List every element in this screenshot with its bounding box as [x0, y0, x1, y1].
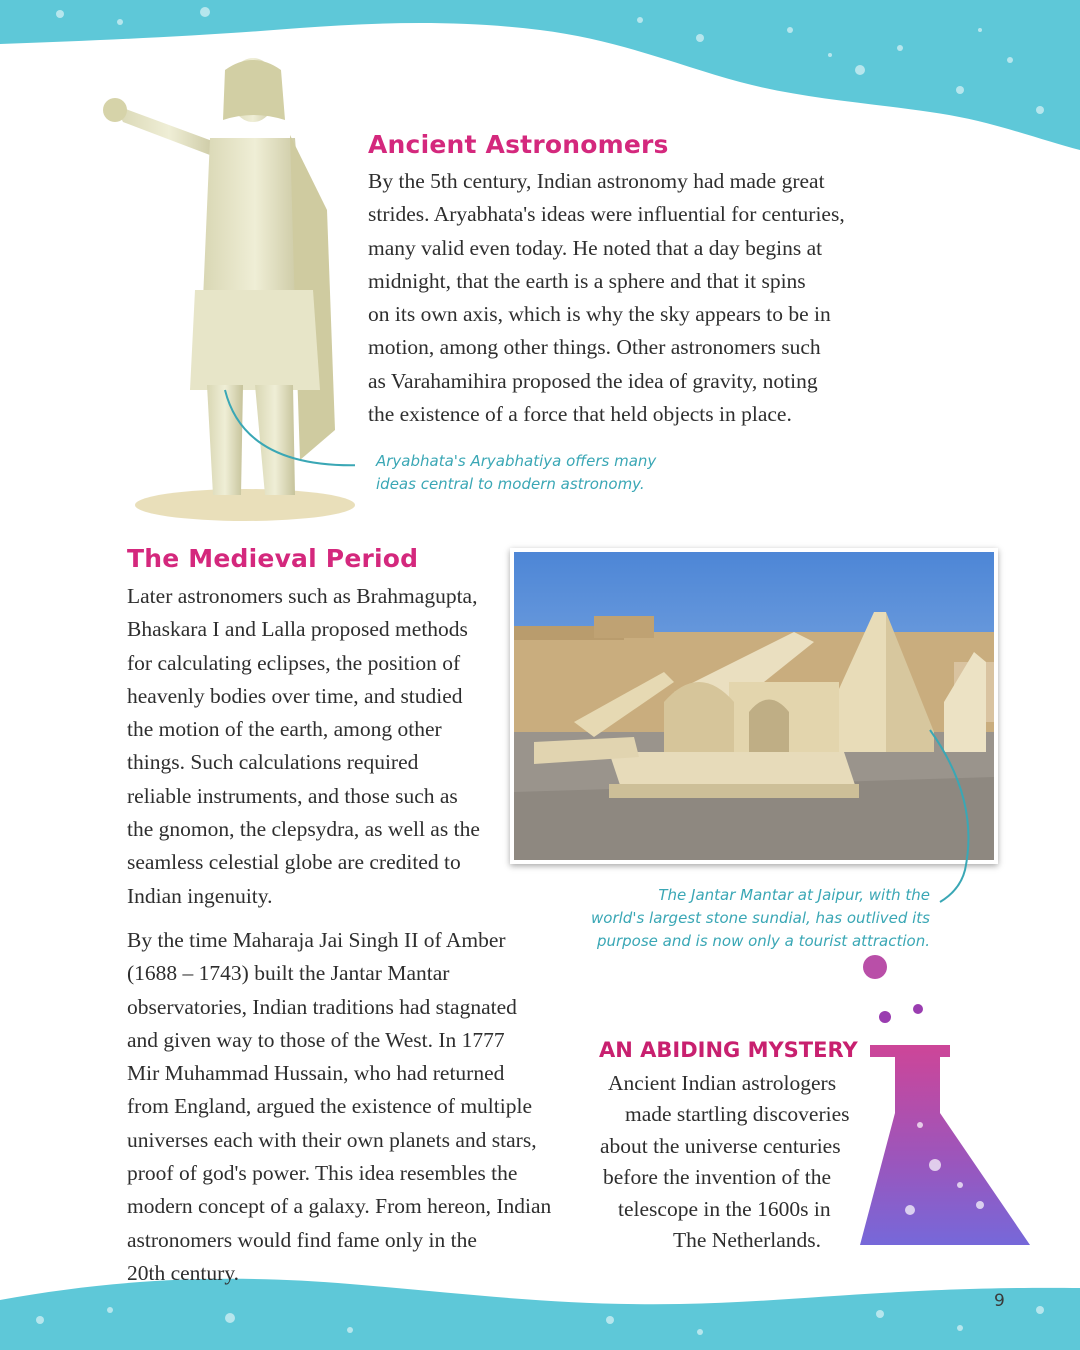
- text-line: about the universe centuries: [600, 1133, 841, 1158]
- text-line: Ancient Indian astrologers: [608, 1071, 837, 1095]
- caption-line: The Jantar Mantar at Jaipur, with the: [658, 886, 930, 904]
- section-heading-ancient-astronomers: Ancient Astronomers: [368, 130, 669, 159]
- text-line: observatories, Indian traditions had stagnated: [127, 994, 517, 1019]
- text-line: 20th century.: [127, 1260, 240, 1285]
- photo-caption-leader-line: [920, 720, 980, 910]
- text-line: Mir Muhammad Hussain, who had returned: [127, 1061, 505, 1086]
- text-line: universes each with their own planets and stars,: [127, 1127, 537, 1152]
- text-line: things. Such calculations required: [127, 750, 419, 775]
- medieval-paragraph-2: [127, 924, 567, 1290]
- text-line: telescope in the 1600s in: [618, 1196, 831, 1221]
- text-line: the motion of the earth, among other: [127, 717, 442, 742]
- text-line: from England, argued the existence of multiple: [127, 1094, 532, 1119]
- text-line: for calculating eclipses, the position of: [127, 650, 461, 675]
- caption-line: ideas central to modern astronomy.: [376, 475, 645, 493]
- text-line: By the time Maharaja Jai Singh II of Amber: [127, 928, 506, 952]
- text-line: motion, among other things. Other astronomers such: [368, 335, 821, 360]
- ancient-astronomers-paragraph: [368, 165, 868, 431]
- section-heading-medieval-period: The Medieval Period: [127, 544, 419, 573]
- text-line: before the invention of the: [603, 1165, 832, 1190]
- page-number: 9: [994, 1291, 1005, 1311]
- text-line: and given way to those of the West. In 1777: [127, 1027, 505, 1052]
- caption-line: Aryabhata's Aryabhatiya offers many: [376, 452, 657, 470]
- mystery-heading: AN ABIDING MYSTERY: [599, 1038, 858, 1062]
- text-line: astronomers would find fame only in the: [127, 1227, 477, 1252]
- mystery-paragraph: [598, 1068, 868, 1256]
- medieval-paragraph-1: [127, 580, 497, 913]
- text-line: heavenly bodies over time, and studied: [127, 683, 463, 708]
- text-line: on its own axis, which is why the sky appears to be in: [368, 302, 831, 327]
- text-line: the existence of a force that held objects in place.: [368, 402, 792, 427]
- text-line: strides. Aryabhata's ideas were influential for centuries,: [368, 202, 845, 227]
- text-line: proof of god's power. This idea resembles the: [127, 1161, 518, 1186]
- text-line: many valid even today. He noted that a day begins at: [368, 235, 823, 260]
- text-line: modern concept of a galaxy. From hereon, Indian: [127, 1194, 552, 1219]
- text-line: seamless celestial globe are credited to: [127, 850, 461, 875]
- text-line: reliable instruments, and those such as: [127, 783, 458, 808]
- statue-caption: [376, 450, 656, 496]
- text-line: midnight, that the earth is a sphere and that it spins: [368, 268, 806, 293]
- text-line: (1688 – 1743) built the Jantar Mantar: [127, 961, 450, 986]
- text-line: Later astronomers such as Brahmagupta,: [127, 584, 478, 608]
- text-line: the gnomon, the clepsydra, as well as the: [127, 817, 480, 842]
- text-line: as Varahamihira proposed the idea of gravity, noting: [368, 368, 818, 393]
- text-line: Indian ingenuity.: [127, 883, 273, 908]
- photo-caption: [572, 884, 930, 953]
- flask-icon: [840, 945, 1040, 1265]
- text-line: By the 5th century, Indian astronomy had made great: [368, 169, 825, 193]
- aryabhata-statue-image: [95, 50, 355, 525]
- text-line: made startling discoveries: [625, 1102, 850, 1127]
- caption-line: purpose and is now only a tourist attraction.: [596, 932, 930, 950]
- text-line: The Netherlands.: [673, 1228, 822, 1253]
- caption-line: world's largest stone sundial, has outlived its: [591, 909, 930, 927]
- text-line: Bhaskara I and Lalla proposed methods: [127, 617, 468, 642]
